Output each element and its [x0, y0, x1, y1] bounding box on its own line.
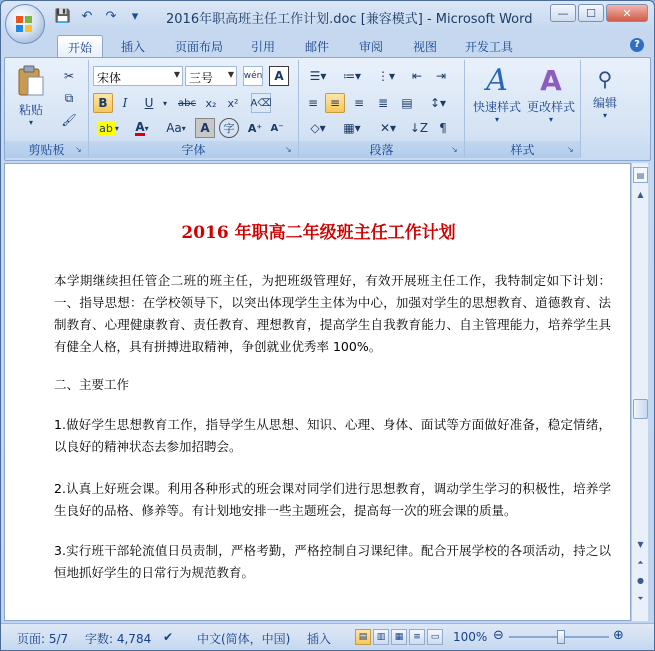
italic-button[interactable]: I — [122, 96, 128, 110]
font-group — [89, 60, 299, 158]
bullets-icon[interactable]: ☰▾ — [309, 69, 327, 83]
show-marks-icon[interactable]: ¶ — [439, 121, 447, 135]
paste-label: 粘贴 — [18, 103, 43, 117]
justify-icon[interactable]: ≣ — [377, 96, 389, 110]
font-launcher-icon[interactable]: ↘ — [285, 145, 292, 154]
word-count[interactable]: 字数: 4,784 — [85, 632, 152, 646]
minimize-button[interactable]: — — [550, 4, 576, 22]
styles-group — [465, 60, 581, 158]
font-color-icon: A — [135, 119, 145, 134]
shading-icon[interactable]: ◇▾ — [310, 121, 326, 135]
select-browse-object-icon[interactable]: ● — [637, 576, 644, 585]
full-screen-reading-icon[interactable]: ▥ — [373, 629, 389, 645]
underline-dropdown-icon[interactable]: ▾ — [162, 98, 167, 108]
paragraph-group-label: 段落 — [299, 141, 464, 158]
undo-icon[interactable]: ↶ — [81, 8, 93, 24]
copy-icon[interactable]: ⧉ — [64, 90, 74, 105]
vertical-scrollbar[interactable] — [631, 163, 648, 621]
font-group-label: 字体 — [89, 141, 298, 158]
quick-styles-dropdown-icon: ▾ — [494, 115, 499, 124]
bold-button[interactable]: B — [93, 93, 113, 113]
scroll-up-icon[interactable]: ▲ — [637, 190, 644, 199]
document-title: 2016 年职高二年级班主任工作计划 — [181, 223, 456, 243]
align-left-icon[interactable]: ≡ — [307, 96, 319, 110]
scroll-down-icon[interactable]: ▼ — [637, 540, 644, 549]
phonetic-guide-button[interactable]: wén — [243, 66, 263, 86]
styles-launcher-icon[interactable]: ↘ — [567, 145, 574, 154]
change-styles-dropdown-icon: ▾ — [548, 115, 553, 124]
change-styles-label: 更改样式 — [526, 100, 575, 114]
close-button[interactable]: ✕ — [606, 4, 648, 22]
change-styles-button[interactable] — [523, 64, 579, 124]
language-indicator[interactable]: 中文(简体，中国) — [197, 632, 291, 646]
office-button[interactable] — [5, 4, 45, 44]
font-name-select[interactable]: 宋体 ▼ — [93, 66, 183, 86]
subscript-button[interactable]: x₂ — [205, 96, 217, 110]
zoom-slider-knob[interactable] — [557, 630, 565, 644]
zoom-in-icon[interactable]: ⊕ — [613, 628, 624, 643]
editing-label: 编辑 — [592, 96, 617, 110]
draft-view-icon[interactable]: ▭ — [427, 629, 443, 645]
clipboard-launcher-icon[interactable]: ↘ — [75, 145, 82, 154]
borders-icon[interactable]: ▦▾ — [343, 121, 361, 135]
font-color-button[interactable]: A ▾ — [135, 119, 149, 134]
font-size-select[interactable]: 三号 ▼ — [185, 66, 237, 86]
save-icon[interactable]: 💾 — [54, 8, 72, 24]
title-bar — [1, 1, 654, 33]
zoom-out-icon[interactable]: ⊖ — [493, 628, 504, 643]
paste-icon — [16, 64, 46, 98]
redo-icon[interactable]: ↷ — [105, 8, 117, 24]
chinese-layout-icon[interactable]: ✕▾ — [379, 121, 397, 135]
page-count[interactable]: 页面: 5/7 — [17, 632, 69, 646]
sort-icon[interactable]: ↓Z — [409, 121, 429, 135]
proofing-icon[interactable]: ✔ — [163, 630, 174, 644]
insert-mode[interactable]: 插入 — [307, 632, 332, 646]
paste-button[interactable] — [11, 64, 51, 127]
paste-dropdown-icon: ▾ — [28, 118, 33, 127]
tab-review[interactable]: 审阅 — [358, 40, 383, 54]
tab-developer[interactable]: 开发工具 — [464, 40, 513, 54]
ruler-toggle-icon[interactable]: ▤ — [633, 167, 648, 183]
clear-formatting-icon[interactable]: A⌫ — [251, 93, 271, 113]
editing-dropdown-icon: ▾ — [602, 111, 607, 120]
ribbon — [4, 57, 651, 161]
zoom-level[interactable]: 100% — [453, 630, 488, 644]
paragraph-item-3: 3.实行班干部轮流值日员责制，严格考勤，严格控制自习课纪律。配合开展学校的各项活动，持之以恒地抓好学生的日常行为规范教育。 — [54, 543, 611, 580]
paragraph-item-1: 1.做好学生思想教育工作，指导学生从思想、知识、心理、身体、面试等方面做好准备，稳定情绪，以良好的精神状态去参加招聘会。 — [54, 417, 611, 454]
quick-styles-label: 快速样式 — [472, 100, 521, 114]
change-case-button[interactable]: Aa ▾ — [166, 121, 186, 135]
maximize-button[interactable]: ☐ — [578, 4, 604, 22]
binoculars-icon: ⚲ — [597, 67, 613, 91]
tab-page-layout[interactable]: 页面布局 — [174, 40, 223, 54]
window-controls — [550, 4, 648, 22]
underline-button[interactable]: U — [144, 96, 154, 110]
align-center-icon[interactable]: ≡ — [325, 93, 345, 113]
tab-references[interactable]: 引用 — [250, 40, 275, 54]
status-bar — [1, 623, 654, 650]
distributed-icon[interactable]: ▤ — [401, 96, 413, 110]
clipboard-group — [5, 60, 89, 158]
paragraph-intro: 本学期继续担任管企二班的班主任，为把班级管理好，有效开展班主任工作，我特制定如下计划：一、指导思想：在学校领导下，以突出体现学生主体为中心，加强对学生的思想教育、道德教育、法制教育、心理健康教育、责任教育、理想教育，提高学生自我教育能力、自主管理能力，培养学生具有健全人格，具有拼搏进取精神，争创就业优秀率 100%。 — [54, 273, 611, 354]
paragraph-item-2: 2.认真上好班会课。利用各种形式的班会课对同学们进行思想教育，调动学生学习的积极性，培养学生良好的品格、修养等。有计划地安排一些主题班会，提高每一次的班会课的质量。 — [54, 481, 611, 518]
increase-indent-icon[interactable]: ⇥ — [435, 69, 447, 83]
line-spacing-icon[interactable]: ↕▾ — [429, 96, 447, 110]
format-painter-icon[interactable]: 🖌 — [61, 113, 77, 127]
editing-button[interactable] — [585, 64, 625, 120]
office-logo-icon — [14, 13, 36, 35]
customize-qat-icon[interactable]: ▾ — [131, 8, 139, 24]
outline-view-icon[interactable]: ≡ — [409, 629, 425, 645]
multilevel-list-icon[interactable]: ⋮▾ — [376, 69, 396, 83]
web-layout-icon[interactable]: ▦ — [391, 629, 407, 645]
help-icon[interactable]: ? — [630, 38, 644, 52]
print-layout-view-icon[interactable]: ▤ — [355, 629, 371, 645]
styles-group-label: 样式 — [465, 141, 580, 158]
paragraph-group — [299, 60, 465, 158]
decrease-indent-icon[interactable]: ⇤ — [411, 69, 423, 83]
highlight-color-button[interactable]: ab ▾ — [99, 121, 119, 135]
window-title: 2016年职高班主任工作计划.doc [兼容模式] - Microsoft Word — [166, 12, 533, 27]
grow-font-button[interactable]: A⁺ — [247, 121, 263, 135]
align-right-icon[interactable]: ≡ — [353, 96, 365, 110]
document-page[interactable] — [5, 164, 631, 621]
editing-group — [581, 60, 629, 158]
enclose-char-icon[interactable]: 字 — [219, 118, 239, 138]
clipboard-group-label: 剪贴板 — [5, 141, 88, 158]
previous-page-icon[interactable]: ⏶ — [637, 558, 644, 567]
quick-styles-button[interactable] — [469, 64, 525, 124]
paragraph-launcher-icon[interactable]: ↘ — [451, 145, 458, 154]
cut-icon[interactable]: ✂ — [63, 69, 75, 83]
next-page-icon[interactable]: ⏷ — [637, 594, 644, 603]
tab-mailings[interactable]: 邮件 — [304, 40, 329, 54]
tab-view[interactable]: 视图 — [412, 40, 437, 54]
ribbon-tabs — [1, 33, 654, 57]
quick-styles-icon: A — [486, 63, 508, 98]
highlight-icon: ab — [99, 121, 113, 135]
shrink-font-button[interactable]: A⁻ — [270, 122, 284, 134]
numbering-icon[interactable]: ≔▾ — [342, 69, 362, 83]
change-styles-icon: A — [540, 64, 562, 97]
char-shading-icon[interactable]: A — [195, 118, 215, 138]
paragraph-heading-main-work: 二、主要工作 — [54, 377, 130, 392]
quick-access-toolbar — [53, 7, 145, 25]
strikethrough-button[interactable]: abc — [178, 97, 196, 109]
scroll-thumb[interactable] — [633, 399, 648, 419]
superscript-button[interactable]: x² — [227, 96, 239, 110]
tab-home[interactable]: 开始 — [57, 35, 103, 57]
tab-insert[interactable]: 插入 — [120, 40, 145, 54]
document-area[interactable] — [4, 163, 631, 621]
char-border-button[interactable]: A — [269, 66, 289, 86]
